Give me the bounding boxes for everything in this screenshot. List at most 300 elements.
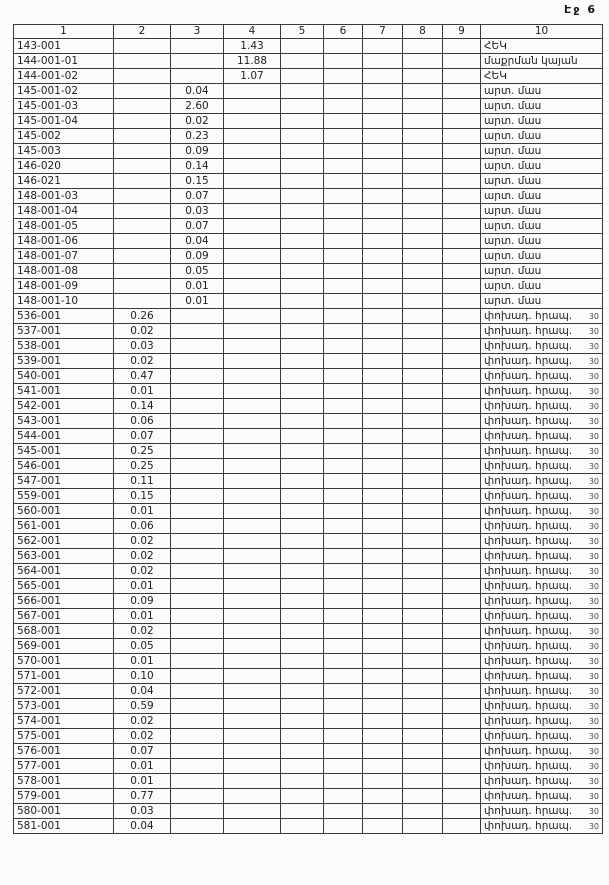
col2-value-cell (114, 159, 171, 174)
code-cell: 145-001-04 (14, 114, 114, 129)
col3-value-cell (171, 69, 224, 84)
empty-cell-col5 (281, 624, 324, 639)
description-cell (481, 429, 603, 444)
empty-cell-col8 (403, 459, 443, 474)
col2-value-cell: 0.02 (114, 354, 171, 369)
empty-cell-col8 (403, 144, 443, 159)
empty-cell-col7 (363, 474, 403, 489)
col3-value-cell (171, 699, 224, 714)
empty-cell-col8 (403, 759, 443, 774)
empty-cell-col7 (363, 429, 403, 444)
empty-cell-col7 (363, 114, 403, 129)
empty-cell-col8 (403, 819, 443, 834)
empty-cell-col9 (443, 429, 481, 444)
empty-cell-col7 (363, 384, 403, 399)
empty-cell-col7 (363, 564, 403, 579)
description-cell (481, 144, 603, 159)
table-row (14, 744, 603, 759)
empty-cell-col9 (443, 84, 481, 99)
empty-cell-col8 (403, 489, 443, 504)
empty-cell-col7 (363, 684, 403, 699)
empty-cell-col6 (324, 399, 363, 414)
col2-value-cell: 0.07 (114, 429, 171, 444)
empty-cell-col8 (403, 414, 443, 429)
description-cell (481, 69, 603, 84)
empty-cell-col6 (324, 39, 363, 54)
empty-cell-col5 (281, 444, 324, 459)
column-header-7: 7 (363, 25, 403, 39)
description-label: փոխադ. հրապ. (484, 309, 573, 322)
col4-value-cell (224, 294, 281, 309)
empty-cell-col5 (281, 39, 324, 54)
col2-value-cell: 0.09 (114, 594, 171, 609)
column-header-9: 9 (443, 25, 481, 39)
empty-cell-col9 (443, 294, 481, 309)
code-cell: 573-001 (14, 699, 114, 714)
col3-value-cell (171, 354, 224, 369)
empty-cell-col8 (403, 219, 443, 234)
description-label: փոխադ. հրապ. (484, 759, 573, 772)
table-row (14, 474, 603, 489)
empty-cell-col8 (403, 54, 443, 69)
table-row (14, 759, 603, 774)
empty-cell-col5 (281, 609, 324, 624)
code-cell: 148-001-06 (14, 234, 114, 249)
empty-cell-col8 (403, 324, 443, 339)
empty-cell-col9 (443, 504, 481, 519)
col3-value-cell: 0.09 (171, 144, 224, 159)
col3-value-cell (171, 609, 224, 624)
empty-cell-col9 (443, 714, 481, 729)
description-cell (481, 444, 603, 459)
col2-value-cell (114, 234, 171, 249)
empty-cell-col8 (403, 549, 443, 564)
table-row (14, 594, 603, 609)
column-header-3: 3 (171, 25, 224, 39)
description-cell (481, 384, 603, 399)
col3-value-cell (171, 819, 224, 834)
empty-cell-col5 (281, 324, 324, 339)
col3-value-cell: 0.02 (171, 114, 224, 129)
empty-cell-col8 (403, 729, 443, 744)
empty-cell-col6 (324, 414, 363, 429)
code-cell: 146-021 (14, 174, 114, 189)
code-cell: 145-003 (14, 144, 114, 159)
margin-note-mark: 30 (588, 521, 599, 531)
description-cell (481, 699, 603, 714)
code-cell: 145-001-03 (14, 99, 114, 114)
col2-value-cell: 0.02 (114, 714, 171, 729)
col3-value-cell: 0.05 (171, 264, 224, 279)
empty-cell-col6 (324, 129, 363, 144)
empty-cell-col6 (324, 594, 363, 609)
empty-cell-col7 (363, 489, 403, 504)
empty-cell-col6 (324, 624, 363, 639)
empty-cell-col5 (281, 579, 324, 594)
empty-cell-col8 (403, 249, 443, 264)
empty-cell-col8 (403, 69, 443, 84)
col3-value-cell: 0.15 (171, 174, 224, 189)
margin-note-mark: 30 (588, 761, 599, 771)
empty-cell-col5 (281, 369, 324, 384)
description-label: փոխադ. հրապ. (484, 729, 573, 742)
description-label: փոխադ. հրապ. (484, 564, 573, 577)
empty-cell-col6 (324, 579, 363, 594)
empty-cell-col9 (443, 609, 481, 624)
empty-cell-col6 (324, 639, 363, 654)
col2-value-cell: 0.02 (114, 564, 171, 579)
empty-cell-col5 (281, 249, 324, 264)
code-cell: 576-001 (14, 744, 114, 759)
description-cell (481, 684, 603, 699)
empty-cell-col9 (443, 69, 481, 84)
empty-cell-col9 (443, 324, 481, 339)
table-row (14, 819, 603, 834)
empty-cell-col5 (281, 429, 324, 444)
col2-value-cell (114, 69, 171, 84)
description-cell (481, 624, 603, 639)
empty-cell-col6 (324, 264, 363, 279)
empty-cell-col7 (363, 414, 403, 429)
empty-cell-col9 (443, 249, 481, 264)
empty-cell-col5 (281, 504, 324, 519)
col2-value-cell (114, 144, 171, 159)
description-cell (481, 744, 603, 759)
description-cell (481, 234, 603, 249)
empty-cell-col6 (324, 789, 363, 804)
empty-cell-col5 (281, 189, 324, 204)
description-label: փոխադ. հրապ. (484, 699, 573, 712)
empty-cell-col9 (443, 759, 481, 774)
col4-value-cell (224, 144, 281, 159)
empty-cell-col5 (281, 69, 324, 84)
empty-cell-col9 (443, 729, 481, 744)
col4-value-cell (224, 159, 281, 174)
description-cell (481, 249, 603, 264)
code-cell: 144-001-01 (14, 54, 114, 69)
empty-cell-col6 (324, 729, 363, 744)
empty-cell-col8 (403, 369, 443, 384)
empty-cell-col8 (403, 744, 443, 759)
margin-note-mark: 30 (588, 416, 599, 426)
empty-cell-col8 (403, 39, 443, 54)
empty-cell-col7 (363, 399, 403, 414)
empty-cell-col6 (324, 144, 363, 159)
ledger-table (13, 24, 603, 834)
empty-cell-col7 (363, 519, 403, 534)
empty-cell-col8 (403, 504, 443, 519)
empty-cell-col6 (324, 279, 363, 294)
col3-value-cell (171, 384, 224, 399)
empty-cell-col9 (443, 309, 481, 324)
description-label: փոխադ. հրապ. (484, 414, 573, 427)
code-cell: 575-001 (14, 729, 114, 744)
empty-cell-col5 (281, 729, 324, 744)
table-row (14, 459, 603, 474)
code-cell: 570-001 (14, 654, 114, 669)
code-cell: 567-001 (14, 609, 114, 624)
col3-value-cell: 0.14 (171, 159, 224, 174)
col4-value-cell (224, 714, 281, 729)
col3-value-cell (171, 324, 224, 339)
col3-value-cell: 0.07 (171, 189, 224, 204)
empty-cell-col7 (363, 39, 403, 54)
empty-cell-col5 (281, 699, 324, 714)
empty-cell-col9 (443, 804, 481, 819)
description-cell (481, 39, 603, 54)
description-cell (481, 279, 603, 294)
description-cell (481, 774, 603, 789)
code-cell: 579-001 (14, 789, 114, 804)
col4-value-cell (224, 669, 281, 684)
empty-cell-col6 (324, 684, 363, 699)
col3-value-cell: 0.09 (171, 249, 224, 264)
empty-cell-col7 (363, 639, 403, 654)
col3-value-cell (171, 624, 224, 639)
margin-note-mark: 30 (588, 356, 599, 366)
empty-cell-col9 (443, 219, 481, 234)
col2-value-cell: 0.01 (114, 609, 171, 624)
col2-value-cell: 0.01 (114, 504, 171, 519)
col3-value-cell: 0.04 (171, 234, 224, 249)
table-row (14, 579, 603, 594)
col2-value-cell: 0.06 (114, 414, 171, 429)
margin-note-mark: 30 (588, 551, 599, 561)
table-row (14, 279, 603, 294)
description-cell (481, 324, 603, 339)
empty-cell-col6 (324, 324, 363, 339)
margin-note-mark: 30 (588, 701, 599, 711)
empty-cell-col5 (281, 99, 324, 114)
table-row (14, 84, 603, 99)
table-row (14, 804, 603, 819)
description-label: փոխադ. հրապ. (484, 774, 573, 787)
description-label: փոխադ. հրապ. (484, 444, 573, 457)
empty-cell-col9 (443, 114, 481, 129)
code-cell: 545-001 (14, 444, 114, 459)
col3-value-cell: 0.01 (171, 279, 224, 294)
margin-note-mark: 30 (588, 626, 599, 636)
col2-value-cell (114, 294, 171, 309)
col4-value-cell (224, 399, 281, 414)
empty-cell-col5 (281, 804, 324, 819)
table-row (14, 69, 603, 84)
margin-note-mark: 30 (588, 671, 599, 681)
empty-cell-col6 (324, 759, 363, 774)
col4-value-cell (224, 264, 281, 279)
col4-value-cell (224, 789, 281, 804)
col3-value-cell (171, 669, 224, 684)
col2-value-cell (114, 39, 171, 54)
col4-value-cell (224, 549, 281, 564)
column-header-1: 1 (14, 25, 114, 39)
code-cell: 568-001 (14, 624, 114, 639)
empty-cell-col7 (363, 444, 403, 459)
margin-note-mark: 30 (588, 446, 599, 456)
col2-value-cell: 0.01 (114, 774, 171, 789)
description-cell (481, 534, 603, 549)
empty-cell-col5 (281, 174, 324, 189)
empty-cell-col9 (443, 669, 481, 684)
description-cell (481, 189, 603, 204)
empty-cell-col8 (403, 309, 443, 324)
description-cell (481, 369, 603, 384)
table-row (14, 534, 603, 549)
description-label: փոխադ. հրապ. (484, 339, 573, 352)
table-row (14, 249, 603, 264)
empty-cell-col7 (363, 84, 403, 99)
col4-value-cell (224, 384, 281, 399)
description-label: մաքրման կայան (484, 54, 578, 67)
description-cell (481, 414, 603, 429)
margin-note-mark: 30 (588, 581, 599, 591)
empty-cell-col6 (324, 429, 363, 444)
col4-value-cell (224, 519, 281, 534)
col3-value-cell (171, 759, 224, 774)
description-cell (481, 54, 603, 69)
description-cell (481, 564, 603, 579)
empty-cell-col7 (363, 309, 403, 324)
empty-cell-col6 (324, 159, 363, 174)
empty-cell-col8 (403, 294, 443, 309)
description-label: փոխադ. հրապ. (484, 579, 573, 592)
empty-cell-col7 (363, 819, 403, 834)
margin-note-mark: 30 (588, 506, 599, 516)
empty-cell-col7 (363, 609, 403, 624)
col4-value-cell (224, 504, 281, 519)
empty-cell-col8 (403, 159, 443, 174)
code-cell: 541-001 (14, 384, 114, 399)
col4-value-cell (224, 114, 281, 129)
col4-value-cell (224, 459, 281, 474)
margin-note-mark: 30 (588, 806, 599, 816)
empty-cell-col9 (443, 354, 481, 369)
margin-note-mark: 30 (588, 656, 599, 666)
table-row (14, 204, 603, 219)
col4-value-cell (224, 354, 281, 369)
table-row (14, 549, 603, 564)
margin-note-mark: 30 (588, 371, 599, 381)
description-label: փոխադ. հրապ. (484, 534, 573, 547)
empty-cell-col7 (363, 189, 403, 204)
table-row (14, 234, 603, 249)
col3-value-cell (171, 39, 224, 54)
empty-cell-col6 (324, 549, 363, 564)
empty-cell-col8 (403, 129, 443, 144)
description-cell (481, 354, 603, 369)
col2-value-cell: 0.26 (114, 309, 171, 324)
empty-cell-col9 (443, 99, 481, 114)
col4-value-cell (224, 579, 281, 594)
code-cell: 145-002 (14, 129, 114, 144)
empty-cell-col8 (403, 84, 443, 99)
empty-cell-col9 (443, 339, 481, 354)
code-cell: 563-001 (14, 549, 114, 564)
code-cell: 145-001-02 (14, 84, 114, 99)
table-row (14, 444, 603, 459)
empty-cell-col6 (324, 804, 363, 819)
table-row (14, 129, 603, 144)
col4-value-cell (224, 429, 281, 444)
empty-cell-col9 (443, 444, 481, 459)
table-row (14, 114, 603, 129)
table-row (14, 189, 603, 204)
empty-cell-col8 (403, 594, 443, 609)
table-row (14, 429, 603, 444)
empty-cell-col5 (281, 519, 324, 534)
col2-value-cell: 0.03 (114, 339, 171, 354)
col2-value-cell: 0.04 (114, 684, 171, 699)
empty-cell-col6 (324, 369, 363, 384)
empty-cell-col6 (324, 504, 363, 519)
description-label: փոխադ. հրապ. (484, 519, 573, 532)
table-row (14, 624, 603, 639)
code-cell: 148-001-07 (14, 249, 114, 264)
table-row (14, 489, 603, 504)
description-cell (481, 609, 603, 624)
empty-cell-col9 (443, 699, 481, 714)
empty-cell-col5 (281, 204, 324, 219)
empty-cell-col5 (281, 84, 324, 99)
col3-value-cell (171, 429, 224, 444)
empty-cell-col7 (363, 459, 403, 474)
empty-cell-col8 (403, 789, 443, 804)
empty-cell-col8 (403, 624, 443, 639)
description-cell (481, 99, 603, 114)
code-cell: 538-001 (14, 339, 114, 354)
empty-cell-col5 (281, 129, 324, 144)
description-cell (481, 84, 603, 99)
empty-cell-col7 (363, 294, 403, 309)
description-label: փոխադ. հրապ. (484, 714, 573, 727)
table-row (14, 639, 603, 654)
empty-cell-col9 (443, 414, 481, 429)
margin-note-mark: 30 (588, 401, 599, 411)
empty-cell-col8 (403, 444, 443, 459)
table-row (14, 264, 603, 279)
description-cell (481, 309, 603, 324)
code-cell: 148-001-05 (14, 219, 114, 234)
margin-note-mark: 30 (588, 686, 599, 696)
col4-value-cell (224, 129, 281, 144)
col2-value-cell: 0.02 (114, 324, 171, 339)
margin-note-mark: 30 (588, 431, 599, 441)
col3-value-cell: 0.04 (171, 84, 224, 99)
code-cell: 571-001 (14, 669, 114, 684)
col2-value-cell: 0.02 (114, 624, 171, 639)
col2-value-cell: 0.04 (114, 819, 171, 834)
description-label: արտ. մաս (484, 174, 542, 187)
table-row (14, 729, 603, 744)
empty-cell-col8 (403, 654, 443, 669)
empty-cell-col5 (281, 414, 324, 429)
empty-cell-col6 (324, 459, 363, 474)
empty-cell-col8 (403, 99, 443, 114)
code-cell: 577-001 (14, 759, 114, 774)
col3-value-cell (171, 414, 224, 429)
description-label: փոխադ. հրապ. (484, 684, 573, 697)
margin-note-mark: 30 (588, 536, 599, 546)
empty-cell-col7 (363, 669, 403, 684)
description-label: արտ. մաս (484, 219, 542, 232)
code-cell: 564-001 (14, 564, 114, 579)
empty-cell-col9 (443, 744, 481, 759)
empty-cell-col6 (324, 69, 363, 84)
empty-cell-col6 (324, 114, 363, 129)
col3-value-cell (171, 534, 224, 549)
col4-value-cell (224, 639, 281, 654)
table-row (14, 414, 603, 429)
